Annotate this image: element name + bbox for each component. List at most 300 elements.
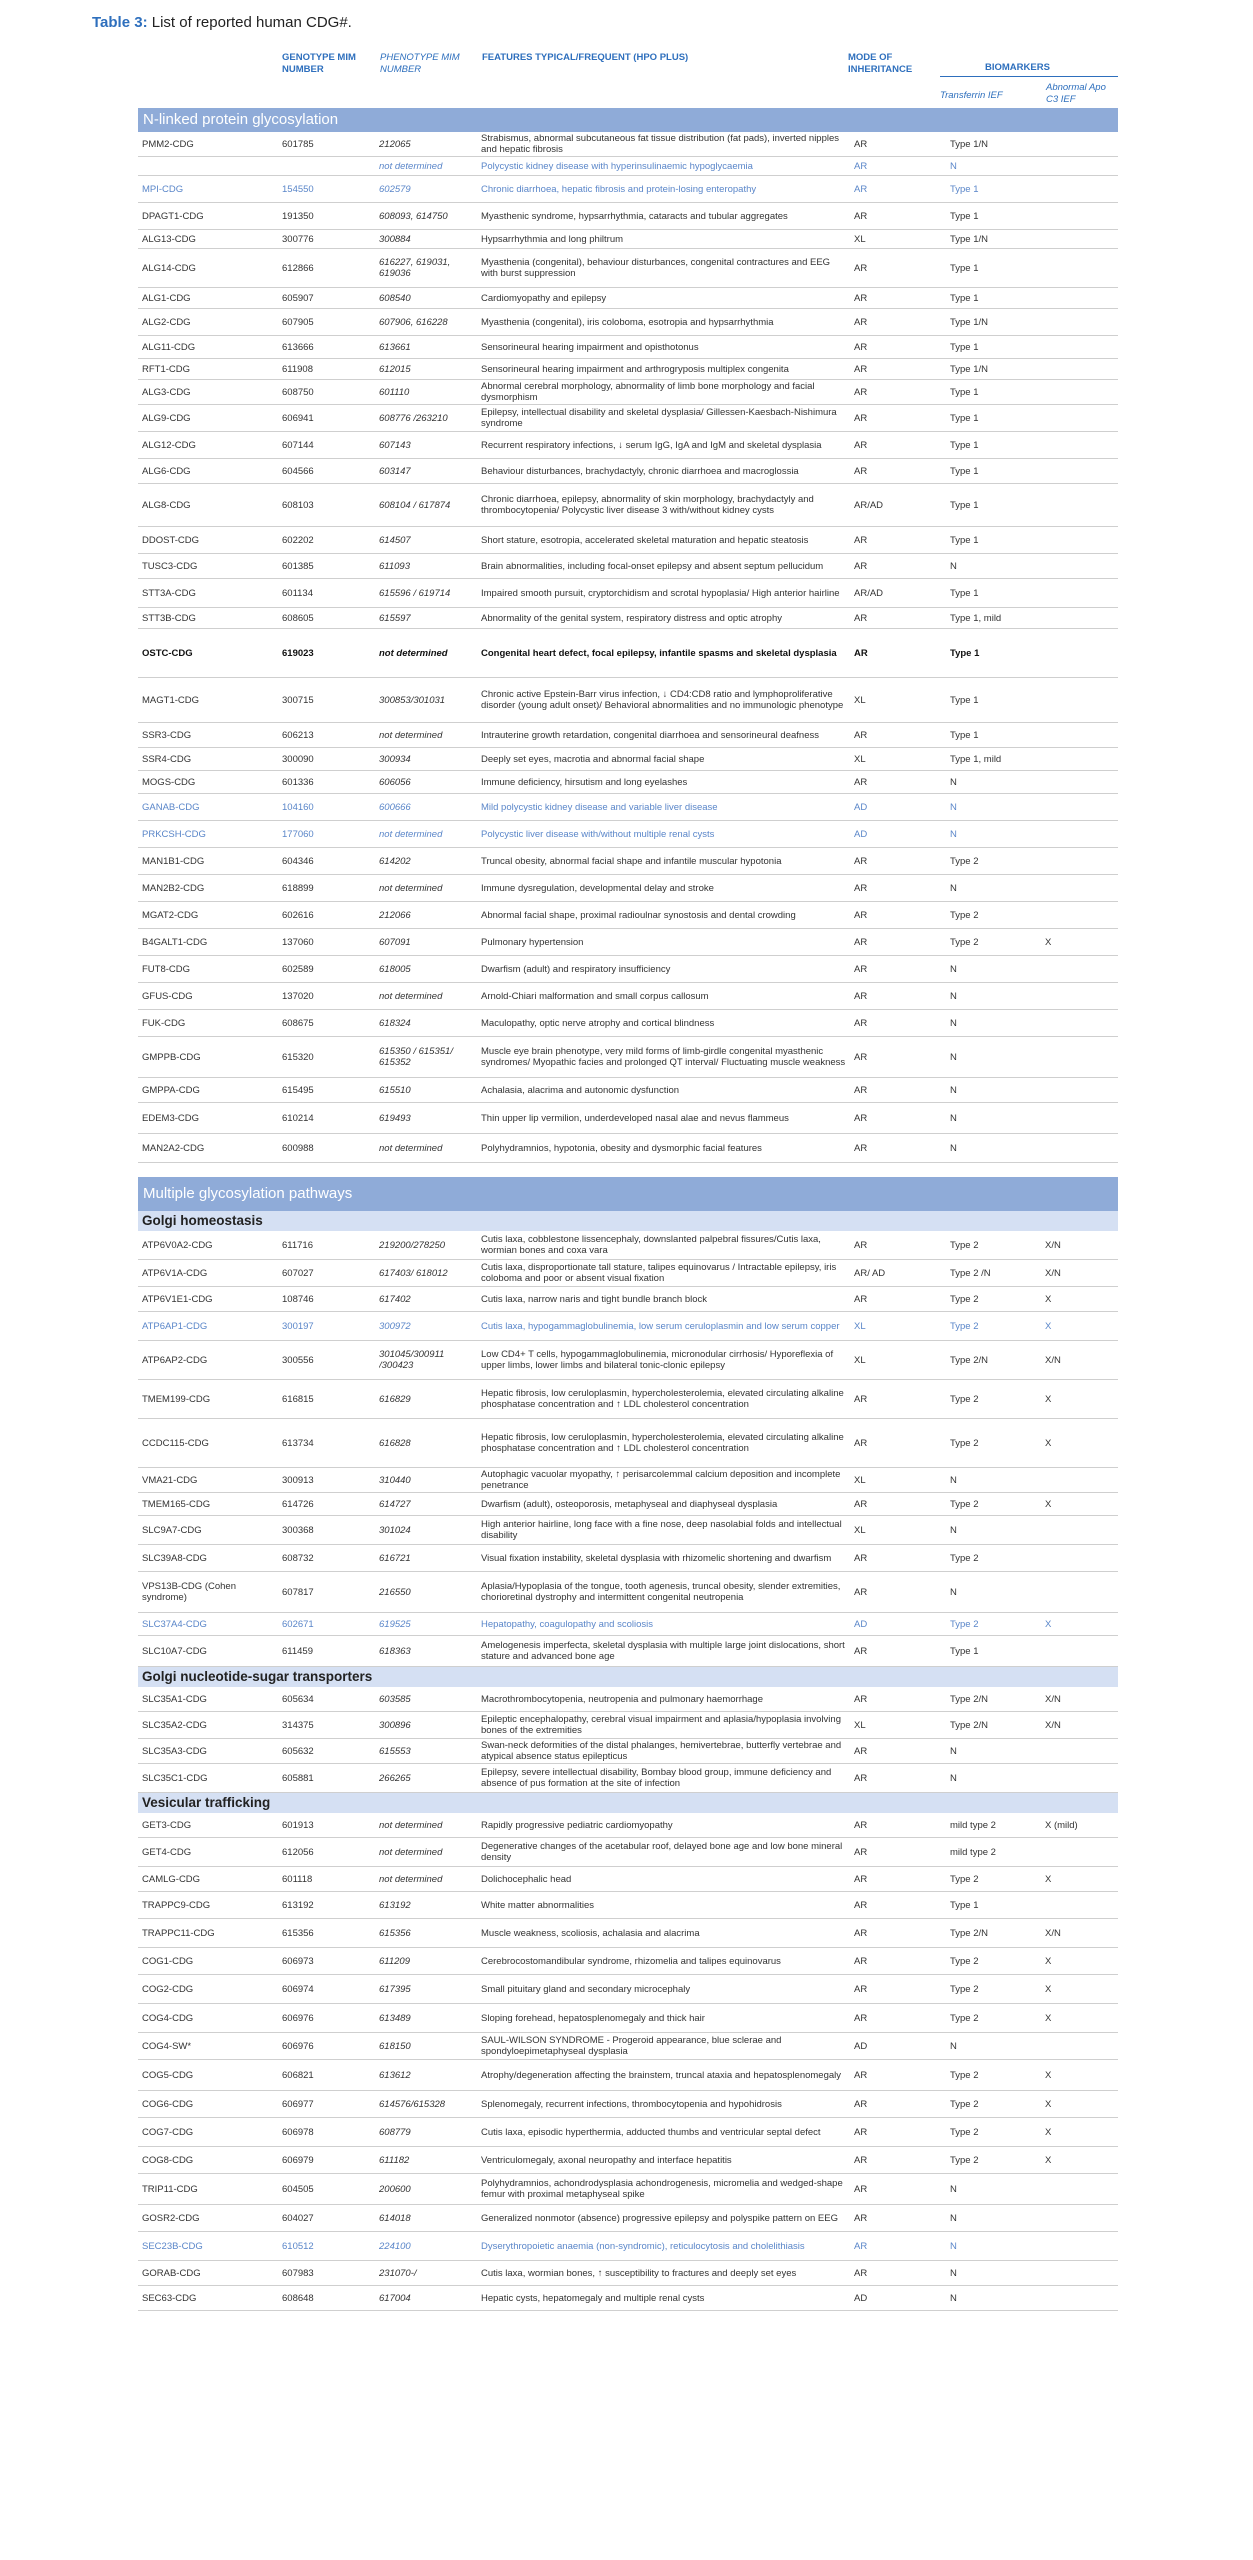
cell-transferrin-ief: Type 2 bbox=[950, 1873, 979, 1885]
cell-inheritance: AR bbox=[854, 936, 868, 948]
cell-phenotype-mim: 200600 bbox=[379, 2183, 411, 2195]
table-row bbox=[138, 1260, 1118, 1287]
cell-features: Recurrent respiratory infections, ↓ serum IgG, IgA and IgM and skeletal dysplasia bbox=[481, 439, 822, 451]
cell-features: Congenital heart defect, focal epilepsy, infantile spasms and skeletal dysplasia bbox=[481, 647, 837, 659]
cell-features: Myasthenia (congenital), behaviour disturbances, congenital contractures and EEG with burst suppression bbox=[481, 257, 831, 279]
cell-genotype-mim: 601785 bbox=[282, 138, 314, 150]
cell-features: Myasthenia (congenital), iris coloboma, esotropia and hypsarrhythmia bbox=[481, 316, 774, 328]
cell-phenotype-mim: 212065 bbox=[379, 138, 411, 150]
cell-transferrin-ief: Type 2 bbox=[950, 1239, 979, 1251]
cell-genotype-mim: 607817 bbox=[282, 1586, 314, 1598]
cell-genotype-mim: 605632 bbox=[282, 1745, 314, 1757]
cell-inheritance: AR bbox=[854, 1112, 868, 1124]
table-row bbox=[138, 1687, 1118, 1712]
cell-transferrin-ief: mild type 2 bbox=[950, 1819, 996, 1831]
cell-features: Hypsarrhythmia and long philtrum bbox=[481, 233, 624, 245]
cell-genotype-mim: 607144 bbox=[282, 439, 314, 451]
cell-inheritance: AR bbox=[854, 963, 868, 975]
cell-transferrin-ief: N bbox=[950, 1586, 957, 1598]
table-row bbox=[138, 1103, 1118, 1134]
table-row bbox=[138, 1010, 1118, 1037]
cell-disorder-name: ATP6AP1-CDG bbox=[142, 1320, 208, 1332]
cell-inheritance: AR bbox=[854, 138, 868, 150]
cell-transferrin-ief: Type 2/N bbox=[950, 1927, 989, 1939]
cell-inheritance: AR bbox=[854, 2098, 868, 2110]
cell-inheritance: XL bbox=[854, 753, 866, 765]
cell-disorder-name: CCDC115-CDG bbox=[142, 1437, 209, 1449]
cell-disorder-name: ALG2-CDG bbox=[142, 316, 191, 328]
cell-inheritance: AR bbox=[854, 855, 868, 867]
cell-transferrin-ief: Type 2 bbox=[950, 2069, 979, 2081]
cell-inheritance: AR bbox=[854, 776, 868, 788]
table-row bbox=[138, 2033, 1118, 2060]
cell-genotype-mim: 615495 bbox=[282, 1084, 314, 1096]
cell-genotype-mim: 606213 bbox=[282, 729, 314, 741]
table-row bbox=[138, 1037, 1118, 1078]
cell-features: Abnormal facial shape, proximal radioulnar synostosis and dental crowding bbox=[481, 909, 796, 921]
cell-phenotype-mim: 613661 bbox=[379, 341, 411, 353]
cell-features: Small pituitary gland and secondary microcephaly bbox=[481, 1983, 691, 1995]
cell-disorder-name: MGAT2-CDG bbox=[142, 909, 199, 921]
table-row bbox=[138, 1975, 1118, 2004]
table-row bbox=[138, 929, 1118, 956]
cell-features: Arnold-Chiari malformation and small corpus callosum bbox=[481, 990, 709, 1002]
cell-genotype-mim: 608750 bbox=[282, 386, 314, 398]
cell-phenotype-mim: 611093 bbox=[379, 560, 410, 572]
cell-inheritance: AD bbox=[854, 2040, 868, 2052]
cell-features: Muscle weakness, scoliosis, achalasia and alacrima bbox=[481, 1927, 700, 1939]
table-row bbox=[138, 459, 1118, 484]
cell-transferrin-ief: Type 2 bbox=[950, 2012, 979, 2024]
cell-inheritance: AR bbox=[854, 1498, 868, 1510]
cell-features: Ventriculomegaly, axonal neuropathy and interface hepatitis bbox=[481, 2154, 732, 2166]
cell-genotype-mim: 606941 bbox=[282, 412, 314, 424]
cell-features: Dolichocephalic head bbox=[481, 1873, 572, 1885]
cell-disorder-name: MOGS-CDG bbox=[142, 776, 196, 788]
cell-transferrin-ief: N bbox=[950, 1142, 957, 1154]
cell-disorder-name: SLC9A7-CDG bbox=[142, 1524, 202, 1536]
cell-disorder-name: SLC35C1-CDG bbox=[142, 1772, 208, 1784]
cell-phenotype-mim: 231070-/ bbox=[379, 2267, 417, 2279]
cell-genotype-mim: 300776 bbox=[282, 233, 314, 245]
cell-inheritance: AR bbox=[854, 1393, 868, 1405]
subsection-header: Golgi homeostasis bbox=[138, 1211, 1118, 1231]
cell-disorder-name: ALG3-CDG bbox=[142, 386, 191, 398]
cell-genotype-mim: 607905 bbox=[282, 316, 314, 328]
header-mode: MODE OF INHERITANCE bbox=[848, 52, 913, 75]
cell-features: High anterior hairline, long face with a fine nose, deep nasolabial folds and intellectual disability bbox=[481, 1519, 842, 1541]
cell-disorder-name: MAN1B1-CDG bbox=[142, 855, 205, 867]
cell-inheritance: AR bbox=[854, 1873, 868, 1885]
cell-transferrin-ief: Type 2 bbox=[950, 855, 979, 867]
cell-features: Aplasia/Hypoplasia of the tongue, tooth agenesis, truncal obesity, slender extremities, chorioretinal dystrophy and intermittent congenital neutropenia bbox=[481, 1581, 841, 1603]
cell-genotype-mim: 613192 bbox=[282, 1899, 314, 1911]
cell-disorder-name: VMA21-CDG bbox=[142, 1474, 198, 1486]
cell-genotype-mim: 300368 bbox=[282, 1524, 314, 1536]
cell-phenotype-mim: 613489 bbox=[379, 2012, 411, 2024]
cell-phenotype-mim: 618150 bbox=[379, 2040, 411, 2052]
cell-disorder-name: STT3B-CDG bbox=[142, 612, 196, 624]
cell-transferrin-ief: Type 1 bbox=[950, 1645, 979, 1657]
cell-phenotype-mim: 216550 bbox=[379, 1586, 411, 1598]
cell-transferrin-ief: N bbox=[950, 1524, 957, 1536]
cell-inheritance: AD bbox=[854, 1618, 868, 1630]
cell-inheritance: AR bbox=[854, 292, 868, 304]
cell-transferrin-ief: Type 1 bbox=[950, 534, 979, 546]
cell-genotype-mim: 612056 bbox=[282, 1846, 314, 1858]
table-row bbox=[138, 176, 1118, 203]
cell-inheritance: AR bbox=[854, 2154, 868, 2166]
cell-disorder-name: B4GALT1-CDG bbox=[142, 936, 208, 948]
cell-disorder-name: DPAGT1-CDG bbox=[142, 210, 204, 222]
cell-genotype-mim: 300715 bbox=[282, 694, 314, 706]
table-row bbox=[138, 983, 1118, 1010]
cell-inheritance: AR bbox=[854, 183, 868, 195]
caption-prefix: Table 3: bbox=[92, 14, 148, 31]
cell-transferrin-ief: N bbox=[950, 2183, 957, 2195]
table-row bbox=[138, 1341, 1118, 1380]
cell-inheritance: AR bbox=[854, 1437, 868, 1449]
cell-features: Epilepsy, severe intellectual disability, Bombay blood group, immune deficiency and absence of pus formation at the site of infection bbox=[481, 1767, 832, 1789]
cell-genotype-mim: 612866 bbox=[282, 262, 314, 274]
cell-transferrin-ief: N bbox=[950, 1084, 957, 1096]
cell-transferrin-ief: Type 1 bbox=[950, 694, 979, 706]
table-row bbox=[138, 1572, 1118, 1613]
cell-inheritance: AR bbox=[854, 2183, 868, 2195]
cell-disorder-name: GET3-CDG bbox=[142, 1819, 192, 1831]
cell-transferrin-ief: Type 1/N bbox=[950, 138, 989, 150]
cell-phenotype-mim: 300853/301031 bbox=[379, 694, 446, 706]
cell-phenotype-mim: 615356 bbox=[379, 1927, 411, 1939]
cell-disorder-name: FUK-CDG bbox=[142, 1017, 186, 1029]
cell-inheritance: AR bbox=[854, 2012, 868, 2024]
table-row bbox=[138, 2091, 1118, 2118]
cell-features: Brain abnormalities, including focal-onset epilepsy and absent septum pellucidum bbox=[481, 560, 824, 572]
cell-inheritance: AR bbox=[854, 210, 868, 222]
cell-genotype-mim: 610512 bbox=[282, 2240, 314, 2252]
cell-phenotype-mim: 608093, 614750 bbox=[379, 210, 448, 222]
table-row bbox=[138, 608, 1118, 629]
cell-disorder-name: COG7-CDG bbox=[142, 2126, 194, 2138]
cell-genotype-mim: 613734 bbox=[282, 1437, 314, 1449]
table-row bbox=[138, 794, 1118, 821]
cell-transferrin-ief: mild type 2 bbox=[950, 1846, 996, 1858]
cell-features: Achalasia, alacrima and autonomic dysfunction bbox=[481, 1084, 680, 1096]
table-row bbox=[138, 230, 1118, 249]
cell-transferrin-ief: Type 1, mild bbox=[950, 612, 1002, 624]
cell-inheritance: AR bbox=[854, 1927, 868, 1939]
cell-inheritance: XL bbox=[854, 1524, 866, 1536]
table-row bbox=[138, 405, 1118, 432]
cell-inheritance: AR bbox=[854, 439, 868, 451]
cell-phenotype-mim: 219200/278250 bbox=[379, 1239, 446, 1251]
cell-inheritance: AR/AD bbox=[854, 587, 884, 599]
cell-genotype-mim: 604566 bbox=[282, 465, 314, 477]
cell-transferrin-ief: N bbox=[950, 963, 957, 975]
cell-disorder-name: SLC35A1-CDG bbox=[142, 1693, 207, 1705]
cell-phenotype-mim: 614727 bbox=[379, 1498, 411, 1510]
table-row bbox=[138, 902, 1118, 929]
cell-phenotype-mim: 614018 bbox=[379, 2212, 411, 2224]
cell-transferrin-ief: Type 2 /N bbox=[950, 1267, 991, 1279]
cell-features: White matter abnormalities bbox=[481, 1899, 594, 1911]
cell-features: Low CD4+ T cells, hypogammaglobulinemia, micronodular cirrhosis/ Hyporeflexia of upper limbs, lower limbs and bilateral tonic-clonic epilepsy bbox=[481, 1349, 834, 1371]
cell-transferrin-ief: Type 2 bbox=[950, 2098, 979, 2110]
cell-transferrin-ief: Type 1 bbox=[950, 183, 979, 195]
cell-transferrin-ief: N bbox=[950, 560, 957, 572]
cell-apo-c3-ief: X/N bbox=[1045, 1267, 1061, 1279]
cell-features: Cutis laxa, wormian bones, ↑ susceptibility to fractures and deeply set eyes bbox=[481, 2267, 797, 2279]
cell-phenotype-mim: 614507 bbox=[379, 534, 411, 546]
cell-inheritance: AR bbox=[854, 1745, 868, 1757]
cell-features: Generalized nonmotor (absence) progressive epilepsy and polyspike pattern on EEG bbox=[481, 2212, 838, 2224]
cell-features: Visual fixation instability, skeletal dysplasia with rhizomelic shortening and dwarfism bbox=[481, 1552, 832, 1564]
cell-transferrin-ief: N bbox=[950, 1017, 957, 1029]
table-row bbox=[138, 1948, 1118, 1975]
cell-transferrin-ief: Type 2 bbox=[950, 936, 979, 948]
table-row bbox=[138, 2261, 1118, 2286]
cell-phenotype-mim: 617403/ 618012 bbox=[379, 1267, 448, 1279]
cell-genotype-mim: 614726 bbox=[282, 1498, 314, 1510]
cell-disorder-name: GOSR2-CDG bbox=[142, 2212, 200, 2224]
cell-features: Epilepsy, intellectual disability and skeletal dysplasia/ Gillessen-Kaesbach-Nishimura syndrome bbox=[481, 407, 837, 429]
cell-transferrin-ief: Type 1 bbox=[950, 386, 979, 398]
cell-inheritance: AR bbox=[854, 1693, 868, 1705]
cell-disorder-name: DDOST-CDG bbox=[142, 534, 199, 546]
cell-transferrin-ief: N bbox=[950, 160, 957, 172]
cell-disorder-name: MAGT1-CDG bbox=[142, 694, 199, 706]
cell-inheritance: AR bbox=[854, 1819, 868, 1831]
cell-transferrin-ief: N bbox=[950, 776, 957, 788]
cell-disorder-name: COG4-SW* bbox=[142, 2040, 192, 2052]
cell-features: Swan-neck deformities of the distal phalanges, hemivertebrae, butterfly vertebrae and atypical absence status epilepticus bbox=[481, 1740, 842, 1762]
cell-inheritance: AR/ AD bbox=[854, 1267, 886, 1279]
cell-disorder-name: ALG11-CDG bbox=[142, 341, 196, 353]
table-row bbox=[138, 1419, 1118, 1468]
cell-transferrin-ief: Type 1 bbox=[950, 587, 979, 599]
cell-inheritance: AD bbox=[854, 2292, 868, 2304]
cell-transferrin-ief: Type 1/N bbox=[950, 363, 989, 375]
cell-transferrin-ief: N bbox=[950, 1474, 957, 1486]
cell-disorder-name: GMPPA-CDG bbox=[142, 1084, 200, 1096]
cell-phenotype-mim: 611182 bbox=[379, 2154, 410, 2166]
cell-phenotype-mim: 613612 bbox=[379, 2069, 411, 2081]
cell-transferrin-ief: N bbox=[950, 1745, 957, 1757]
cell-disorder-name: TRIP11-CDG bbox=[142, 2183, 198, 2195]
table-row bbox=[138, 1739, 1118, 1764]
cell-genotype-mim: 300556 bbox=[282, 1354, 314, 1366]
cell-disorder-name: MPI-CDG bbox=[142, 183, 184, 195]
cell-features: Autophagic vacuolar myopathy, ↑ perisarcolemmal calcium deposition and incomplete penetrance bbox=[481, 1469, 841, 1491]
subsection-header: Vesicular trafficking bbox=[138, 1793, 1118, 1813]
cell-genotype-mim: 610214 bbox=[282, 1112, 314, 1124]
table-row bbox=[138, 1613, 1118, 1636]
cell-inheritance: AR bbox=[854, 2126, 868, 2138]
cell-transferrin-ief: Type 2 bbox=[950, 1437, 979, 1449]
cell-disorder-name: TMEM199-CDG bbox=[142, 1393, 211, 1405]
cell-apo-c3-ief: X bbox=[1045, 1983, 1052, 1995]
cell-features: Dwarfism (adult), osteoporosis, metaphyseal and diaphyseal dysplasia bbox=[481, 1498, 778, 1510]
cell-transferrin-ief: N bbox=[950, 801, 957, 813]
cell-phenotype-mim: 300884 bbox=[379, 233, 411, 245]
table-row bbox=[138, 1636, 1118, 1667]
cell-features: Degenerative changes of the acetabular roof, delayed bone age and low bone mineral density bbox=[481, 1841, 843, 1863]
cell-disorder-name: ALG9-CDG bbox=[142, 412, 191, 424]
cell-inheritance: AR bbox=[854, 1051, 868, 1063]
cell-inheritance: AR bbox=[854, 2212, 868, 2224]
cell-features: Behaviour disturbances, brachydactyly, chronic diarrhoea and macroglossia bbox=[481, 465, 799, 477]
table-row bbox=[138, 2232, 1118, 2261]
cell-transferrin-ief: Type 1 bbox=[950, 262, 979, 274]
section-header: N-linked protein glycosylation bbox=[138, 108, 1118, 132]
cell-genotype-mim: 608648 bbox=[282, 2292, 314, 2304]
cell-inheritance: AR bbox=[854, 1084, 868, 1096]
cell-features: Immune dysregulation, developmental delay and stroke bbox=[481, 882, 714, 894]
cell-transferrin-ief: Type 1/N bbox=[950, 233, 989, 245]
cell-genotype-mim: 601336 bbox=[282, 776, 314, 788]
table-row bbox=[138, 2174, 1118, 2205]
cell-inheritance: XL bbox=[854, 233, 866, 245]
cell-features: Impaired smooth pursuit, cryptorchidism and scrotal hypoplasia/ High anterior hairline bbox=[481, 587, 840, 599]
cell-disorder-name: PRKCSH-CDG bbox=[142, 828, 206, 840]
cell-inheritance: AR bbox=[854, 1293, 868, 1305]
cell-apo-c3-ief: X bbox=[1045, 1320, 1052, 1332]
cell-features: Maculopathy, optic nerve atrophy and cortical blindness bbox=[481, 1017, 715, 1029]
cell-disorder-name: PMM2-CDG bbox=[142, 138, 194, 150]
cell-inheritance: AR bbox=[854, 363, 868, 375]
table-row bbox=[138, 1231, 1118, 1260]
cell-disorder-name: CAMLG-CDG bbox=[142, 1873, 201, 1885]
cell-genotype-mim: 605634 bbox=[282, 1693, 314, 1705]
cell-features: Macrothrombocytopenia, neutropenia and pulmonary haemorrhage bbox=[481, 1693, 764, 1705]
cell-genotype-mim: 300090 bbox=[282, 753, 314, 765]
cell-disorder-name: SLC37A4-CDG bbox=[142, 1618, 207, 1630]
table-row bbox=[138, 748, 1118, 771]
table-row bbox=[138, 678, 1118, 723]
cell-phenotype-mim: 616721 bbox=[379, 1552, 411, 1564]
cell-features: Hepatic fibrosis, low ceruloplasmin, hypercholesterolemia, elevated circulating alkaline phosphatase concentration and ↑ LDL cholesterol concentration bbox=[481, 1388, 844, 1410]
table-row bbox=[138, 203, 1118, 230]
cell-phenotype-mim: 619525 bbox=[379, 1618, 411, 1630]
cell-transferrin-ief: N bbox=[950, 990, 957, 1002]
cell-disorder-name: ALG14-CDG bbox=[142, 262, 196, 274]
cell-phenotype-mim: 615553 bbox=[379, 1745, 411, 1757]
cell-genotype-mim: 601913 bbox=[282, 1819, 314, 1831]
cell-phenotype-mim: 618324 bbox=[379, 1017, 411, 1029]
cell-disorder-name: ATP6V1E1-CDG bbox=[142, 1293, 213, 1305]
cell-disorder-name: SSR3-CDG bbox=[142, 729, 192, 741]
cell-features: Abnormal cerebral morphology, abnormality of limb bone morphology and facial dysmorphism bbox=[481, 381, 815, 403]
cell-disorder-name: VPS13B-CDG (Cohen syndrome) bbox=[142, 1581, 236, 1603]
cell-phenotype-mim: not determined bbox=[379, 1819, 443, 1831]
cell-transferrin-ief: N bbox=[950, 2267, 957, 2279]
cell-inheritance: AR bbox=[854, 1645, 868, 1657]
table-row bbox=[138, 1078, 1118, 1103]
table-row bbox=[138, 848, 1118, 875]
cell-phenotype-mim: 603147 bbox=[379, 465, 411, 477]
cell-inheritance: AR bbox=[854, 647, 868, 659]
cell-disorder-name: TRAPPC9-CDG bbox=[142, 1899, 211, 1911]
cell-disorder-name: ALG8-CDG bbox=[142, 499, 191, 511]
cell-inheritance: AR bbox=[854, 2240, 868, 2252]
table-row bbox=[138, 1380, 1118, 1419]
cell-disorder-name: COG5-CDG bbox=[142, 2069, 194, 2081]
cell-transferrin-ief: Type 1 bbox=[950, 210, 979, 222]
cell-genotype-mim: 615356 bbox=[282, 1927, 314, 1939]
header-phenotype: PHENOTYPE MIM NUMBER bbox=[380, 52, 460, 75]
table-row bbox=[138, 432, 1118, 459]
table-row bbox=[138, 484, 1118, 527]
cell-disorder-name: MAN2A2-CDG bbox=[142, 1142, 205, 1154]
cell-disorder-name: ATP6V1A-CDG bbox=[142, 1267, 208, 1279]
cell-features: Polycystic kidney disease with hyperinsulinaemic hypoglycaemia bbox=[481, 160, 753, 172]
cell-apo-c3-ief: X bbox=[1045, 1393, 1052, 1405]
cell-phenotype-mim: 616828 bbox=[379, 1437, 411, 1449]
cell-phenotype-mim: 615596 / 619714 bbox=[379, 587, 451, 599]
cell-genotype-mim: 605881 bbox=[282, 1772, 314, 1784]
cell-inheritance: AR bbox=[854, 612, 868, 624]
cell-phenotype-mim: not determined bbox=[379, 882, 443, 894]
cell-phenotype-mim: 617402 bbox=[379, 1293, 411, 1305]
cell-features: Strabismus, abnormal subcutaneous fat tissue distribution (fat pads), inverted nipples and hepatic fibrosis bbox=[481, 133, 840, 155]
cell-disorder-name: GMPPB-CDG bbox=[142, 1051, 201, 1063]
cell-inheritance: AR bbox=[854, 386, 868, 398]
cell-disorder-name: SLC39A8-CDG bbox=[142, 1552, 207, 1564]
cell-inheritance: XL bbox=[854, 694, 866, 706]
cell-transferrin-ief: N bbox=[950, 2040, 957, 2052]
cell-phenotype-mim: 615597 bbox=[379, 612, 411, 624]
cell-disorder-name: ALG13-CDG bbox=[142, 233, 196, 245]
cell-disorder-name: GET4-CDG bbox=[142, 1846, 192, 1858]
cell-transferrin-ief: Type 2 bbox=[950, 2126, 979, 2138]
cell-inheritance: AR bbox=[854, 1846, 868, 1858]
cell-genotype-mim: 601385 bbox=[282, 560, 314, 572]
table-row bbox=[138, 1134, 1118, 1163]
table-row bbox=[138, 336, 1118, 359]
cell-transferrin-ief: Type 1 bbox=[950, 729, 979, 741]
cell-transferrin-ief: Type 1 bbox=[950, 647, 980, 659]
cell-transferrin-ief: Type 2 bbox=[950, 1618, 979, 1630]
cell-features: Dyserythropoietic anaemia (non-syndromic), reticulocytosis and cholelithiasis bbox=[481, 2240, 805, 2252]
cell-features: Cerebrocostomandibular syndrome, rhizomelia and talipes equinovarus bbox=[481, 1955, 781, 1967]
cell-features: Cutis laxa, cobblestone lissencephaly, downslanted palpebral fissures/Cutis laxa, wormian bones and coxa vara bbox=[481, 1234, 821, 1256]
cell-features: Dwarfism (adult) and respiratory insufficiency bbox=[481, 963, 671, 975]
table-row bbox=[138, 359, 1118, 380]
cell-features: Sensorineural hearing impairment and opisthotonus bbox=[481, 341, 699, 353]
cell-phenotype-mim: 614576/615328 bbox=[379, 2098, 446, 2110]
cell-genotype-mim: 604027 bbox=[282, 2212, 314, 2224]
cell-features: Sloping forehead, hepatosplenomegaly and thick hair bbox=[481, 2012, 705, 2024]
cell-inheritance: AR bbox=[854, 729, 868, 741]
cell-transferrin-ief: Type 2 bbox=[950, 1293, 979, 1305]
cell-phenotype-mim: 615510 bbox=[379, 1084, 411, 1096]
header-apo: Abnormal Apo C3 IEF bbox=[1046, 82, 1106, 105]
cell-transferrin-ief: N bbox=[950, 1772, 957, 1784]
cell-features: Intrauterine growth retardation, congenital diarrhoea and sensorineural deafness bbox=[481, 729, 819, 741]
cell-transferrin-ief: N bbox=[950, 2212, 957, 2224]
cell-features: Mild polycystic kidney disease and variable liver disease bbox=[481, 801, 718, 813]
cell-phenotype-mim: 266265 bbox=[379, 1772, 411, 1784]
cell-apo-c3-ief: X/N bbox=[1045, 1927, 1061, 1939]
cell-features: Deeply set eyes, macrotia and abnormal facial shape bbox=[481, 753, 705, 765]
cell-features: Polyhydramnios, hypotonia, obesity and dysmorphic facial features bbox=[481, 1142, 762, 1154]
cell-transferrin-ief: Type 1 bbox=[950, 341, 979, 353]
header-features: FEATURES TYPICAL/FREQUENT (HPO PLUS) bbox=[482, 52, 689, 63]
cell-genotype-mim: 611908 bbox=[282, 363, 313, 375]
cell-genotype-mim: 300913 bbox=[282, 1474, 314, 1486]
cell-transferrin-ief: Type 2/N bbox=[950, 1354, 989, 1366]
cell-inheritance: AR bbox=[854, 1239, 868, 1251]
